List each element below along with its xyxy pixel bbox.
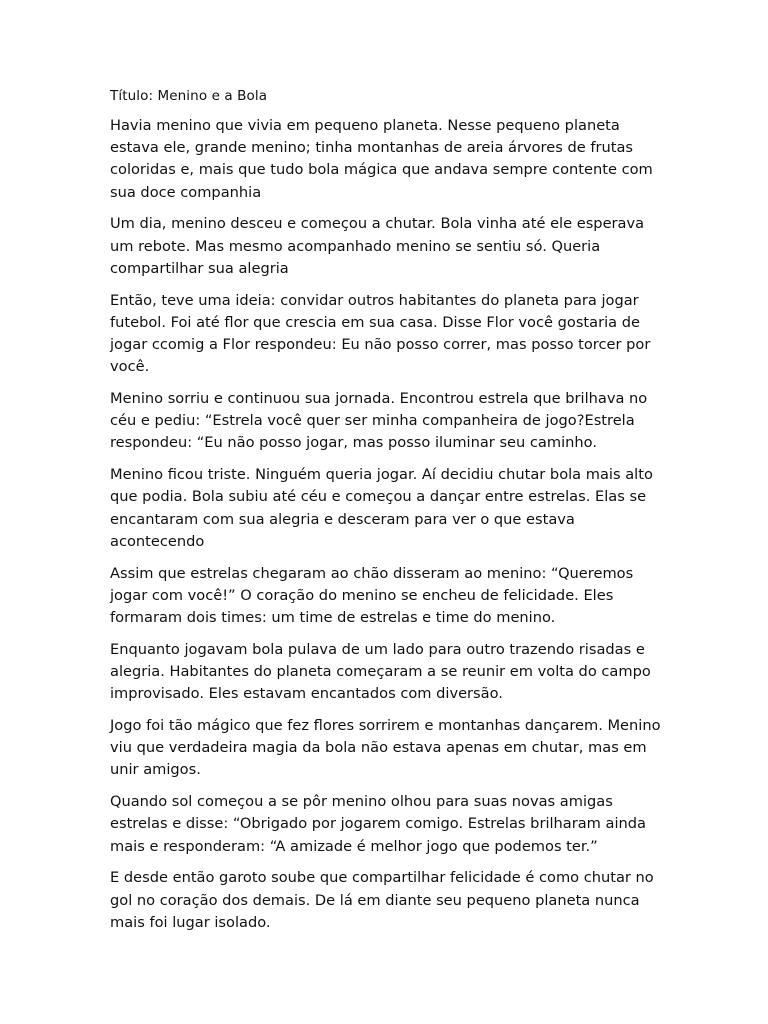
paragraph: Jogo foi tão mágico que fez flores sorrirem e montanhas dançarem. Menino viu que verdadeira magia da bola não estava apenas em chutar, mas em unir amigos. (110, 717, 661, 779)
paragraph: Menino sorriu e continuou sua jornada. Encontrou estrela que brilhava no céu e pediu: “Estrela você quer ser minha companheira de jogo?Estrela respondeu: “Eu não posso jogar, mas posso iluminar seu caminho. (110, 390, 648, 452)
paragraph: Então, teve uma ideia: convidar outros habitantes do planeta para jogar futebol. Foi até flor que crescia em sua casa. Disse Flor você gostaria de jogar ccomig a Flor respondeu: Eu não posso correr, mas posso torcer por você. (110, 291, 651, 376)
document-page (110, 86, 662, 944)
paragraph: Um dia, menino desceu e começou a chutar. Bola vinha até ele esperava um rebote. Mas mesmo acompanhado menino se sentiu só. Queria compartilhar sua alegria (110, 215, 645, 277)
paragraph: Assim que estrelas chegaram ao chão disseram ao menino: “Queremos jogar com você!” O coração do menino se encheu de felicidade. Eles formaram dois times: um time de estrelas e time do menino. (110, 564, 634, 627)
paragraph: Menino ficou triste. Ninguém queria jogar. Aí decidiu chutar bola mais alto que podia. Bola subiu até céu e começou a dançar entre estrelas. Elas se encantaram com sua alegria e desceram para ver o que estava acontecendo (110, 466, 653, 550)
document-title: Título: Menino e a Bola (110, 88, 268, 104)
paragraph: Quando sol começou a se pôr menino olhou para suas novas amigas estrelas e disse: “Obrigado por jogarem comigo. Estrelas brilharam ainda mais e responderam: “A amizade é melhor jogo que podemos ter.” (110, 793, 646, 855)
paragraph: Havia menino que vivia em pequeno planeta. Nesse pequeno planeta estava ele, grande menino; tinha montanhas de areia árvores de frutas coloridas e, mais que tudo bola mágica que andava sempre contente com sua doce companhia (110, 117, 653, 201)
paragraph: Enquanto jogavam bola pulava de um lado para outro trazendo risadas e alegria. Habitantes do planeta começaram a se reunir em volta do campo improvisado. Eles estavam encantados com diversão. (110, 640, 651, 703)
paragraph: E desde então garoto soube que compartilhar felicidade é como chutar no gol no coração dos demais. De lá em diante seu pequeno planeta nunca mais foi lugar isolado. (110, 869, 654, 931)
